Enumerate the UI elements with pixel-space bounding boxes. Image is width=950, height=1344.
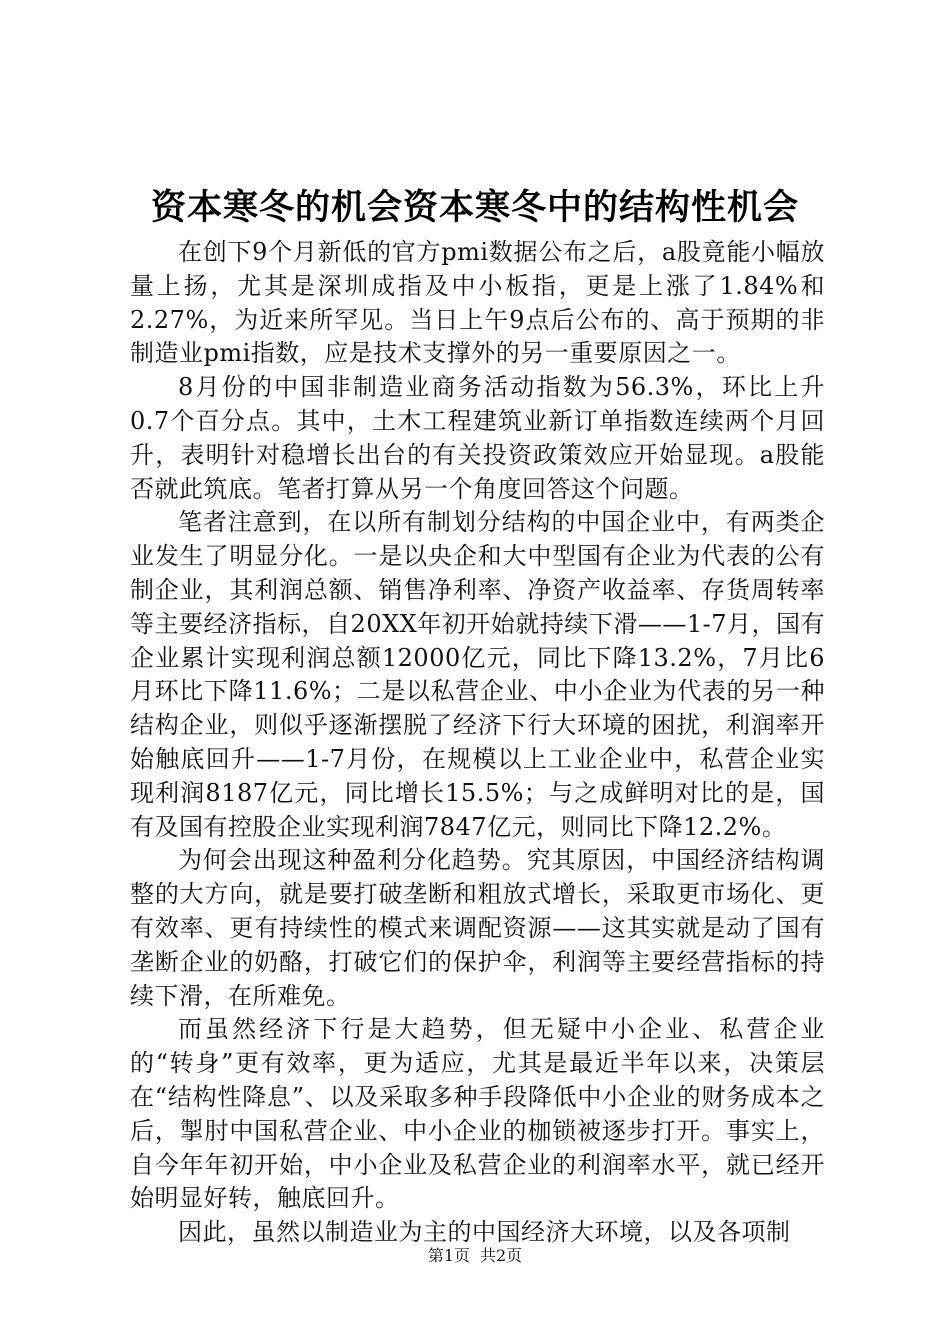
- page-title: 资本寒冬的机会资本寒冬中的结构性机会: [150, 187, 799, 228]
- paragraph: 笔者注意到，在以所有制划分结构的中国企业中，有两类企业发生了明显分化。一是以央企和大中型国有企业为代表的公有制企业，其利润总额、销售净利率、净资产收益率、存货周转率等主要经济指标，自20XX年初开始就持续下滑——1-7月，国有企业累计实现利润总额12000亿元，同比下降13.2%，7月比6月环比下降11.6%；二是以私营企业、中小企业为代表的另一种结构企业，则似乎逐渐摆脱了经济下行大环境的困扰，利润率开始触底回升——1-7月份，在规模以上工业企业中，私营企业实现利润8187亿元，同比增长15.5%；与之成鲜明对比的是，国有及国有控股企业实现利润7847亿元，则同比下降12.2%。: [130, 508, 825, 841]
- paragraph: 8月份的中国非制造业商务活动指数为56.3%，环比上升0.7个百分点。其中，土木工程建筑业新订单指数连续两个月回升，表明针对稳增长出台的有关投资政策效应开始显现。a股能否就此筑底。笔者打算从另一个角度回答这个问题。: [130, 373, 825, 503]
- page-footer: [0, 1245, 950, 1267]
- paragraph: 在创下9个月新低的官方pmi数据公布之后，a股竟能小幅放量上扬，尤其是深圳成指及中小板指，更是上涨了1.84%和2.27%，为近来所罕见。当日上午9点后公布的、高于预期的非制造业pmi指数，应是技术支撑外的另一重要原因之一。: [130, 238, 825, 368]
- document-body: [130, 236, 825, 1250]
- page-total: 共2页: [480, 1246, 523, 1265]
- paragraph: 因此，虽然以制造业为主的中国经济大环境，以及各项制: [178, 1218, 791, 1247]
- paragraph: 为何会出现这种盈利分化趋势。究其原因，中国经济结构调整的大方向，就是要打破垄断和粗放式增长，采取更市场化、更有效率、更有持续性的模式来调配资源——这其实就是动了国有垄断企业的奶酪，打破它们的保护伞，利润等主要经营指标的持续下滑，在所难免。: [130, 846, 825, 1010]
- page-number: 第1页: [427, 1246, 470, 1265]
- paragraph: 而虽然经济下行是大趋势，但无疑中小企业、私营企业的“转身”更有效率，更为适应，尤其是最近半年以来，决策层在“结构性降息”、以及采取多种手段降低中小企业的财务成本之后，掣肘中国私营企业、中小企业的枷锁被逐步打开。事实上，自今年年初开始，中小企业及私营企业的利润率水平，就已经开始明显好转，触底回升。: [130, 1015, 825, 1213]
